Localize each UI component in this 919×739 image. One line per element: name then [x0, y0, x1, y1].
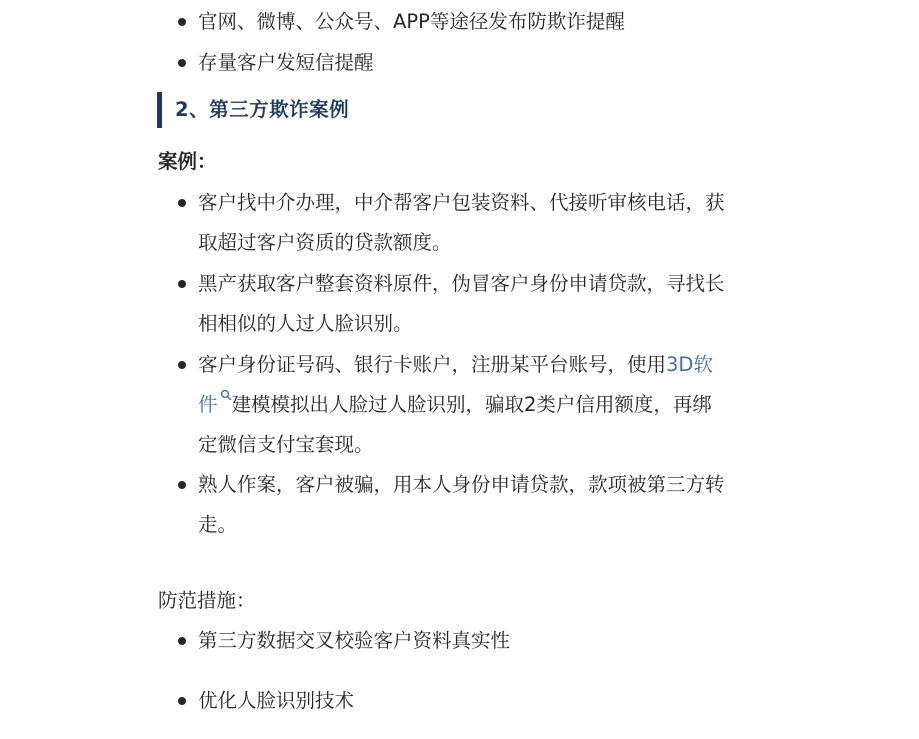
- list-item-text: 建模模拟出人脸过人脸识别，骗取2类户信用额度，再绑: [231, 393, 712, 416]
- list-item: 官网、微博、公众号、APP等途径发布防欺诈提醒: [198, 10, 625, 33]
- list-item: [198, 351, 713, 379]
- list-bullet: [178, 637, 186, 645]
- list-item: 熟人作案，客户被骗，用本人身份申请贷款，款项被第三方转: [198, 473, 725, 496]
- heading-accent-bar: [157, 92, 162, 128]
- list-item: 第三方数据交叉校验客户资料真实性: [198, 629, 511, 652]
- 3d-software-link[interactable]: 3D软: [666, 353, 713, 376]
- list-item-continuation: [198, 391, 712, 419]
- list-item: 客户找中介办理，中介帮客户包装资料、代接听审核电话，获: [198, 191, 725, 214]
- cases-label: 案例：: [158, 150, 217, 173]
- list-bullet: [178, 481, 186, 489]
- search-icon[interactable]: [220, 391, 232, 405]
- list-item-continuation: 取超过客户资质的贷款额度。: [198, 231, 452, 254]
- list-bullet: [178, 18, 186, 26]
- list-item-text: 客户身份证号码、银行卡账户，注册某平台账号，使用: [198, 353, 667, 376]
- list-item: 黑产获取客户整套资料原件，伪冒客户身份申请贷款，寻找长: [198, 272, 725, 295]
- measures-label: 防范措施：: [158, 589, 256, 612]
- list-item: 存量客户发短信提醒: [198, 51, 374, 74]
- list-bullet: [178, 59, 186, 67]
- 3d-software-link-continued[interactable]: 件: [198, 393, 218, 416]
- list-bullet: [178, 280, 186, 288]
- list-item: 优化人脸识别技术: [198, 689, 355, 712]
- list-bullet: [178, 199, 186, 207]
- section-heading: 2、第三方欺诈案例: [175, 98, 350, 121]
- list-item-continuation: 定微信支付宝套现。: [198, 433, 374, 456]
- list-item-continuation: 相相似的人过人脸识别。: [198, 312, 413, 335]
- list-item-continuation: 走。: [198, 513, 238, 536]
- list-bullet: [178, 361, 186, 369]
- list-bullet: [178, 697, 186, 705]
